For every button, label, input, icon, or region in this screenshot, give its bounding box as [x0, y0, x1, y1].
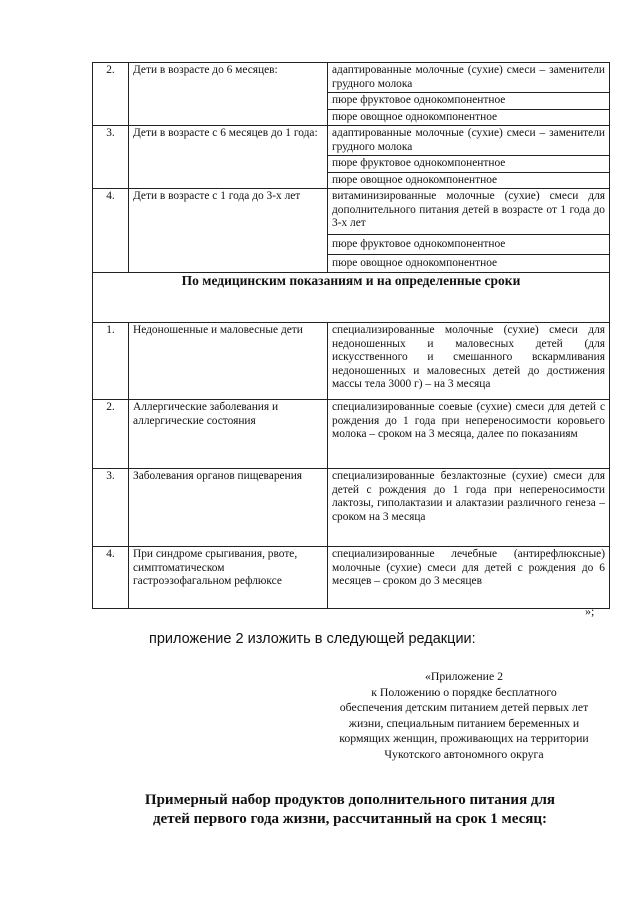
appendix-note-line: Чукотского автономного округа [384, 746, 544, 761]
row-number: 1. [93, 323, 129, 400]
product-cell: специализированные лечебные (антирефлюксные) молочные (сухие) смеси для детей с рождения до 6 месяцев – сроком до 3 месяцев [328, 547, 610, 609]
row-number: 3. [93, 469, 129, 547]
product-cell: пюре овощное однокомпонентное [328, 255, 610, 273]
product-cell: пюре фруктовое однокомпонентное [328, 235, 610, 255]
section-header: По медицинским показаниям и на определенные сроки [93, 273, 610, 323]
table-row [93, 469, 610, 547]
table-row [93, 273, 610, 323]
table-row [93, 547, 610, 609]
table-row [93, 189, 610, 235]
section-title-line: детей первого года жизни, рассчитанный на срок 1 месяц: [152, 811, 548, 827]
row-number: 4. [93, 189, 129, 273]
row-condition: Дети в возрасте с 1 года до 3-х лет [129, 189, 328, 273]
table-row [93, 323, 610, 400]
row-condition: При синдроме срыгивания, рвоте, симптоматическом гастроэзофагальном рефлюксе [129, 547, 328, 609]
appendix-note [318, 669, 610, 762]
appendix-note-line: кормящих женщин, проживающих на территории [339, 731, 589, 745]
row-condition: Заболевания органов пищеварения [129, 469, 328, 547]
amendment-paragraph: приложение 2 изложить в следующей редакции: [149, 631, 476, 647]
table-row [93, 63, 610, 93]
row-condition: Недоношенные и маловесные дети [129, 323, 328, 400]
row-number: 3. [93, 126, 129, 189]
product-cell: пюре фруктовое однокомпонентное [328, 156, 610, 173]
row-number: 2. [93, 63, 129, 126]
product-cell: адаптированные молочные (сухие) смеси – заменители грудного молока [328, 63, 610, 93]
quote-end: »; [585, 604, 595, 618]
product-cell: пюре фруктовое однокомпонентное [328, 93, 610, 110]
product-cell: пюре овощное однокомпонентное [328, 109, 610, 126]
product-cell: пюре овощное однокомпонентное [328, 172, 610, 189]
appendix-note-line: к Положению о порядке бесплатного [371, 684, 557, 699]
table-row [93, 400, 610, 469]
section-title [100, 791, 600, 829]
row-number: 2. [93, 400, 129, 469]
row-condition: Дети в возрасте до 6 месяцев: [129, 63, 328, 126]
row-condition: Аллергические заболевания и аллергические состояния [129, 400, 328, 469]
appendix-note-line: жизни, специальным питанием беременных и [348, 715, 580, 730]
appendix-note-line: обеспечения детским питанием детей первых лет [339, 700, 589, 714]
row-condition: Дети в возрасте с 6 месяцев до 1 года: [129, 126, 328, 189]
row-number: 4. [93, 547, 129, 609]
product-cell: витаминизированные молочные (сухие) смеси для дополнительного питания детей в возрасте от 1 года до 3-х лет [328, 189, 610, 235]
products-table [92, 62, 610, 609]
product-cell: адаптированные молочные (сухие) смеси – заменители грудного молока [328, 126, 610, 156]
product-cell: специализированные соевые (сухие) смеси для детей с рождения до 1 года при непереносимости коровьего молока – сроком на 3 месяца, далее по показаниям [328, 400, 610, 469]
product-cell: специализированные молочные (сухие) смеси для недоношенных и маловесных детей (для искусственного и смешанного вскармливания недоношенных и маловесных детей до достижения массы тела 3000 г) – на 3 месяца [328, 323, 610, 400]
table-row [93, 126, 610, 156]
product-cell: специализированные безлактозные (сухие) смеси для детей с рождения до 1 года при непереносимости лактозы, гиполактазии и алактазии различного генеза – сроком на 3 месяца [328, 469, 610, 547]
section-title-line: Примерный набор продуктов дополнительного питания для [144, 792, 556, 808]
appendix-note-line: «Приложение 2 [424, 669, 504, 683]
